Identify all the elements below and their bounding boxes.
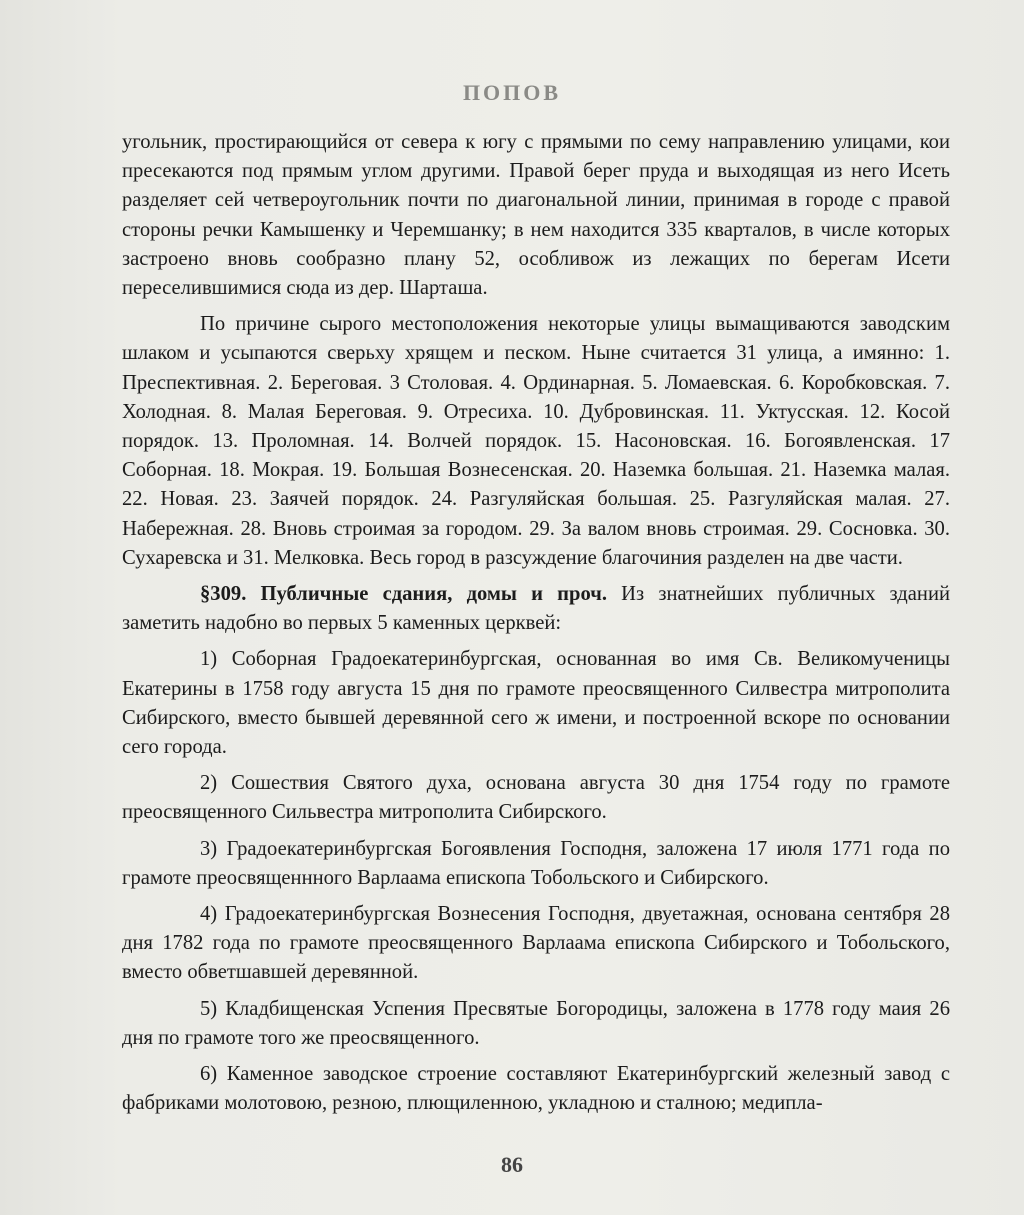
section-paragraph [122,580,950,638]
body-text [122,128,950,1126]
paragraph: угольник, простирающийся от севера к югу с прямыми по сему направлению улицами, кои пресекаются под прямым углом другими. Правой берег пруда и выходящая из него Исеть разделяет сей четвероугольник почти по диагональной линии, принимая в городе с правой стороны речки Камышенку и Черемшанку; в нем находится 335 кварталов, в числе которых застроено вновь сообразно плану 52, особливож из лежащих по берегам Исети переселившимися сюда из дер. Шарташа. [122,131,950,300]
page-number: 86 [501,1152,523,1177]
list-item: 2) Сошествия Святого духа, основана августа 30 дня 1754 году по грамоте преосвященного Сильвестра митрополита Сибирского. [122,772,950,824]
list-item: 3) Градоекатеринбургская Богоявления Господня, заложена 17 июля 1771 года по грамоте преосвященнного Варлаама епископа Тобольского и Сибирского. [122,837,950,889]
running-head: ПОПОВ [462,80,562,105]
list-item: 1) Соборная Градоекатеринбургская, основанная во имя Св. Великомученицы Екатерины в 1758 году августа 15 дня по грамоте преосвященного Силвестра митрополита Сибирского, вместо бывшей деревянной сего ж имени, и построенной вскоре по основании сего города. [122,648,950,759]
section-heading: §309. Публичные сдания, домы и проч. [200,583,608,606]
list-item: 4) Градоекатеринбургская Вознесения Господня, двуетажная, основана сентября 28 дня 1782 года по грамоте преосвященного Варлаама епископа Сибирского и Тобольского, вместо обветшавшей деревянной. [122,903,950,984]
list-item: 6) Каменное заводское строение составляют Екатеринбургский железный завод с фабриками молотовою, резною, плющиленною, укладною и сталною; медипла- [122,1063,950,1115]
paragraph: По причине сырого местоположения некоторые улицы вымащиваются заводским шлаком и усыпаются сверьху хрящем и песком. Ныне считается 31 улица, а имянно: 1. Преспективная. 2. Береговая. 3 Столовая. 4. Ординарная. 5. Ломаевская. 6. Коробковская. 7. Холодная. 8. Малая Береговая. 9. Отресиха. 10. Дубровинская. 11. Уктусская. 12. Косой порядок. 13. Проломная. 14. Волчей порядок. 15. Насоновская. 16. Богоявленская. 17 Соборная. 18. Мокрая. 19. Большая Вознесенская. 20. Наземка большая. 21. Наземка малая. 22. Новая. 23. Заячей порядок. 24. Разгуляйская большая. 25. Разгуляйская малая. 27. Набережная. 28. Вновь строимая за городом. 29. За валом вновь строимая. 29. Сосновка. 30. Сухаревска и 31. Мелковка. Весь город в разсуждение благочиния разделен на две части. [122,313,950,569]
list-item: 5) Кладбищенская Успения Пресвятые Богородицы, заложена в 1778 году маия 26 дня по грамоте того же преосвященного. [122,997,950,1049]
section-text: Из знатнейших публичных зданий заметить надобно во первых 5 каменных церквей: [122,583,950,635]
